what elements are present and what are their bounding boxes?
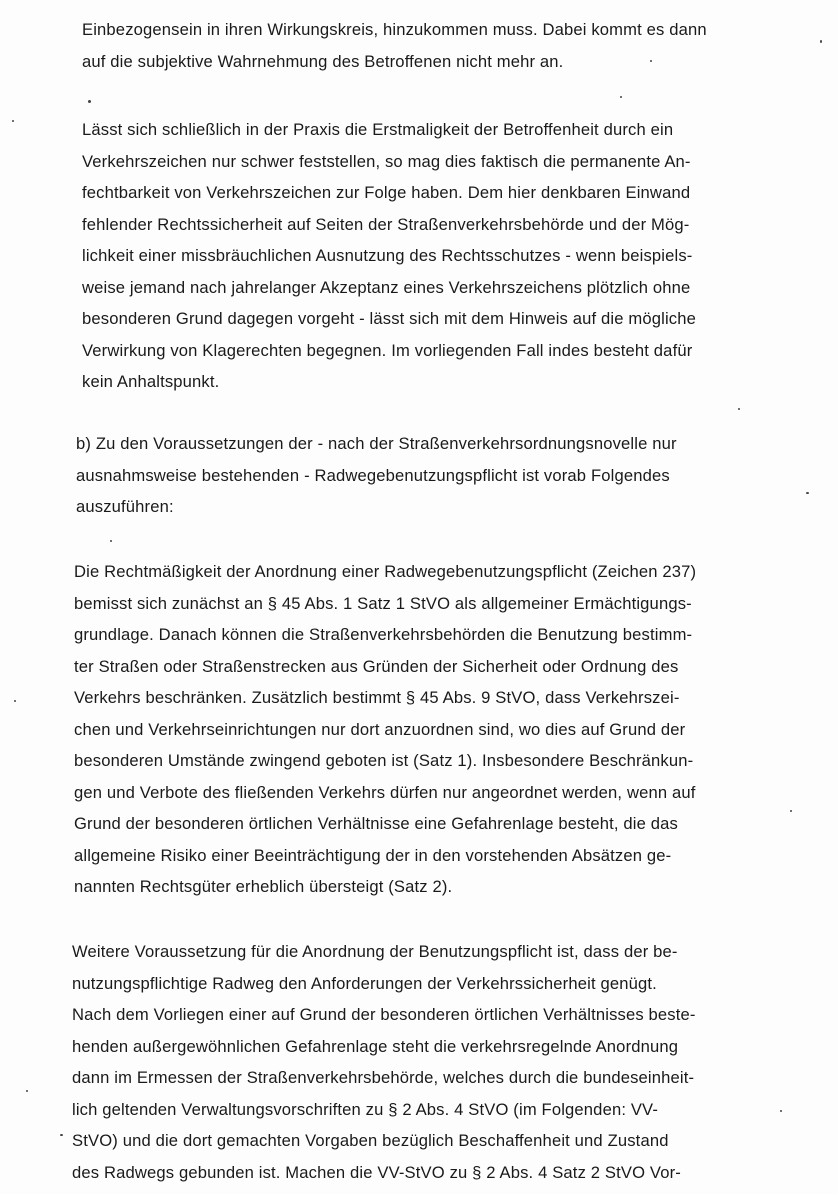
text-line: Verwirkung von Klagerechten begegnen. Im vorliegenden Fall indes besteht dafür: [82, 340, 693, 360]
scan-noise: [780, 1110, 782, 1112]
scan-noise: [12, 120, 14, 122]
text-line: nannten Rechtsgüter erheblich übersteigt (Satz 2).: [74, 877, 453, 896]
text-line: ter Straßen oder Straßenstrecken aus Gründen der Sicherheit oder Ordnung des: [74, 656, 679, 676]
text-line: henden außergewöhnlichen Gefahrenlage steht die verkehrsregelnde Anordnung: [72, 1036, 679, 1056]
text-line: Die Rechtmäßigkeit der Anordnung einer Radwegebenutzungspflicht (Zeichen 237): [74, 562, 697, 581]
text-line: lichkeit einer missbräuchlichen Ausnutzung des Rechtsschutzes - wenn beispiels-: [82, 246, 693, 265]
scan-noise: [110, 540, 112, 542]
text-line: fehlender Rechtssicherheit auf Seiten der Straßenverkehrsbehörde und der Mög-: [82, 214, 690, 234]
text-line: Weitere Voraussetzung für die Anordnung der Benutzungspflicht ist, dass der be-: [72, 942, 678, 961]
paragraph-4: [74, 556, 794, 903]
paragraph-2: [82, 114, 802, 398]
scan-noise: [60, 1134, 63, 1136]
text-line: b) Zu den Voraussetzungen der - nach der Straßenverkehrsordnungsnovelle nur: [76, 434, 677, 453]
text-line: Nach dem Vorliegen einer auf Grund der besonderen örtlichen Verhältnisses beste-: [72, 1005, 696, 1024]
scan-noise: [820, 40, 822, 43]
scan-noise: [620, 96, 622, 98]
text-line: fechtbarkeit von Verkehrszeichen zur Folge haben. Dem hier denkbaren Einwand: [82, 183, 691, 202]
paragraph-3: [76, 428, 796, 523]
text-line: dann im Ermessen der Straßenverkehrsbehörde, welches durch die bundeseinheit-: [72, 1068, 695, 1087]
text-line: Verkehrszeichen nur schwer feststellen, so mag dies faktisch die permanente An-: [82, 151, 691, 171]
text-line: allgemeine Risiko einer Beeinträchtigung der in den vorstehenden Absätzen ge-: [74, 845, 672, 865]
text-line: ausnahmsweise bestehenden - Radwegebenutzungspflicht ist vorab Folgendes: [76, 465, 670, 485]
text-line: Grund der besonderen örtlichen Verhältnisse eine Gefahrenlage besteht, die das: [74, 814, 678, 833]
text-line: lich geltenden Verwaltungsvorschriften zu § 2 Abs. 4 StVO (im Folgenden: VV-: [72, 1099, 659, 1119]
text-line: besonderen Umstände zwingend geboten ist (Satz 1). Insbesondere Beschränkun-: [74, 751, 694, 770]
text-line: chen und Verkehrseinrichtungen nur dort anzuordnen sind, wo dies auf Grund der: [74, 719, 686, 739]
text-line: bemisst sich zunächst an § 45 Abs. 1 Satz 1 StVO als allgemeiner Ermächtigungs-: [74, 593, 692, 613]
text-line: des Radwegs gebunden ist. Machen die VV-StVO zu § 2 Abs. 4 Satz 2 StVO Vor-: [72, 1162, 681, 1182]
scan-noise: [650, 60, 652, 62]
scan-noise: [806, 492, 809, 494]
scan-noise: [88, 100, 91, 103]
paragraph-5: [72, 936, 792, 1188]
text-line: Lässt sich schließlich in der Praxis die Erstmaligkeit der Betroffenheit durch ein: [82, 120, 674, 139]
text-line: nutzungspflichtige Radweg den Anforderungen der Verkehrssicherheit genügt.: [72, 973, 657, 993]
text-line: gen und Verbote des fließenden Verkehrs dürfen nur angeordnet werden, wenn auf: [74, 782, 696, 802]
text-line: StVO) und die dort gemachten Vorgaben bezüglich Beschaffenheit und Zustand: [72, 1131, 669, 1150]
scan-noise: [14, 700, 16, 702]
text-line: auf die subjektive Wahrnehmung des Betroffenen nicht mehr an.: [82, 51, 564, 71]
scan-noise: [26, 1090, 28, 1092]
text-line: weise jemand nach jahrelanger Akzeptanz eines Verkehrszeichens plötzlich ohne: [82, 277, 691, 297]
text-line: Verkehrs beschränken. Zusätzlich bestimmt § 45 Abs. 9 StVO, dass Verkehrszei-: [74, 688, 680, 707]
text-line: auszuführen:: [76, 497, 174, 516]
text-line: besonderen Grund dagegen vorgeht - lässt sich mit dem Hinweis auf die mögliche: [82, 309, 697, 328]
paragraph-1: [82, 14, 802, 77]
scan-noise: [790, 810, 792, 812]
text-line: kein Anhaltspunkt.: [82, 372, 220, 391]
scan-noise: [738, 408, 740, 410]
text-line: Einbezogensein in ihren Wirkungskreis, hinzukommen muss. Dabei kommt es dann: [82, 20, 707, 39]
text-line: grundlage. Danach können die Straßenverkehrsbehörden die Benutzung bestimm-: [74, 625, 693, 644]
